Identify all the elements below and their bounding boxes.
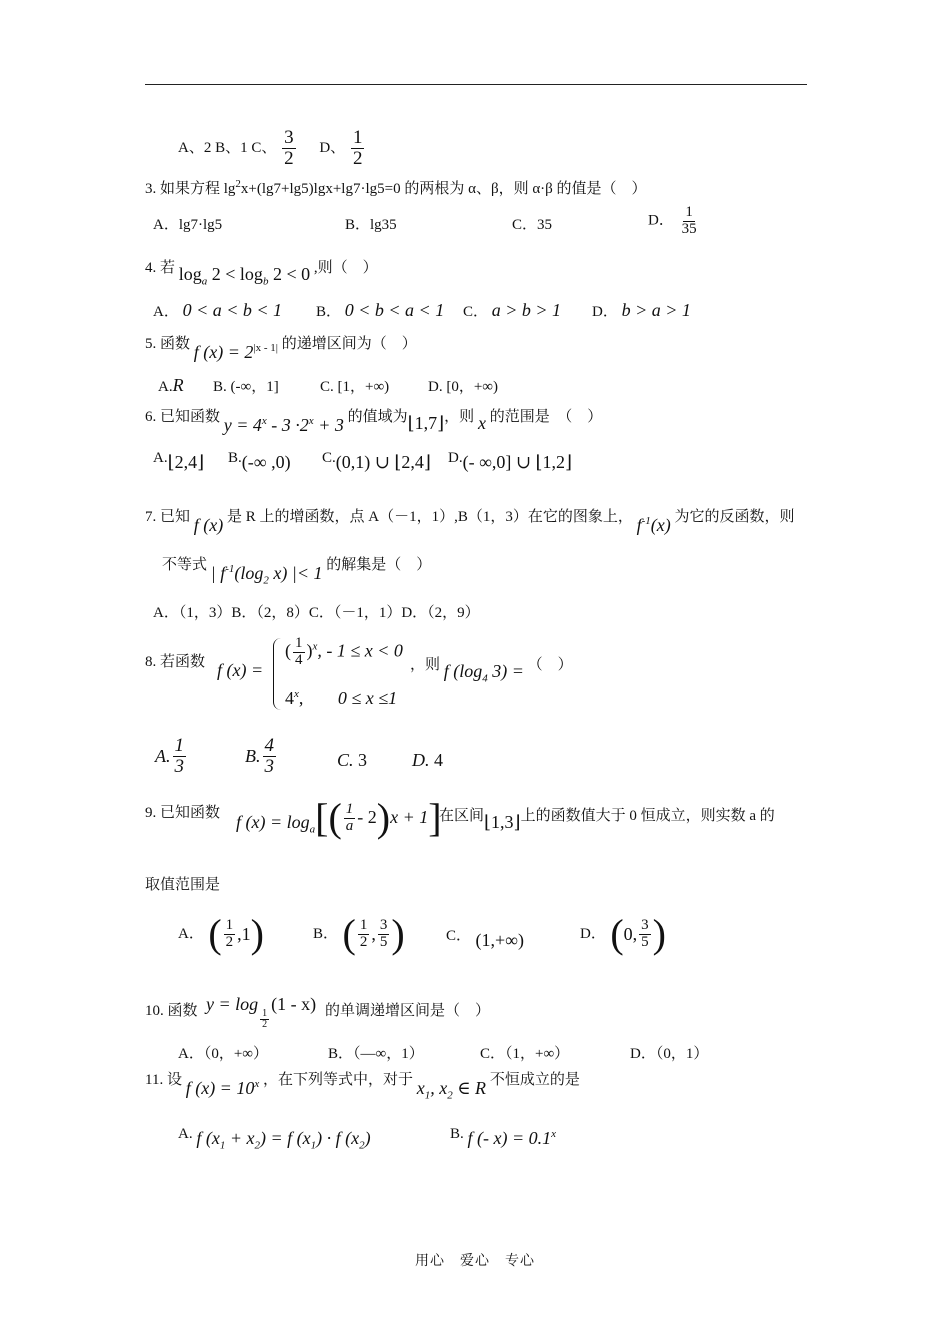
q7-ineq-sup: -1 (225, 563, 235, 575)
q5-option-b: B. (-∞，1] (213, 379, 279, 395)
q2-options (178, 128, 366, 169)
q4-c-label: C． (463, 304, 489, 320)
q8-fx: f (x) = (217, 660, 264, 680)
q9-d-label: D． (580, 926, 606, 942)
q6-expr-a: y = 4 (223, 415, 262, 435)
q11-vars (416, 1078, 487, 1102)
q5-option-c: C. [1，+∞) (320, 379, 390, 395)
q9-minus: - 2 (357, 807, 377, 828)
q9-b-lparen: ( (342, 911, 356, 956)
q11-option-b (450, 1128, 556, 1149)
q7-fx: f (x) (193, 515, 224, 535)
q8-case1 (285, 636, 403, 669)
q6-expression (224, 415, 344, 435)
q4-b-expr: 0 < b < a < 1 (344, 300, 445, 320)
q6-stem (145, 405, 603, 435)
q6-a-label: A. (153, 450, 168, 466)
q9-a-fraction (224, 918, 236, 951)
q11-a-s1: 1 (219, 1139, 226, 1152)
q9-fraction (344, 802, 356, 835)
q11-sub1: 1 (424, 1089, 431, 1102)
q11-a-s3: 1 (310, 1139, 317, 1152)
q8-brace (273, 638, 284, 710)
q11-b-expr-text: f (- x) = 0.1 (467, 1128, 552, 1148)
q5-expr: f (x) = 2 (193, 342, 254, 362)
q2-opts-text: A、2 B、1 C、 (178, 139, 277, 156)
q3-d-fraction (680, 205, 699, 238)
q7-finv-f: f (636, 515, 642, 535)
q7-stem-b: 是 R 上的增函数，点 A（－1，1）,B（1，3）在它的图象上， (227, 509, 633, 525)
q6-stem-a: 6. 已知函数 (145, 409, 221, 425)
q9-right-bracket: ] (428, 795, 442, 840)
q5-stem-b: 的递增区间为（ ） (281, 336, 417, 352)
q10-base-fraction (260, 1009, 269, 1031)
q11-exp: x (254, 1078, 260, 1090)
q5-option-d: D. [0，+∞) (428, 379, 498, 395)
q7-ineq-a: | f (210, 563, 226, 583)
q10-sub-den: 2 (262, 1019, 268, 1031)
q11-a-s2: 2 (254, 1139, 260, 1152)
q9-stem-rest: 在区间⌊1,3⌋上的函数值大于 0 恒成立，则实数 a 的 (439, 808, 775, 832)
q9-a-lparen: ( (208, 911, 222, 956)
q11-vars-a: x (416, 1078, 425, 1098)
q11-stem-c: 不恒成立的是 (489, 1072, 580, 1088)
q11-a-expr (196, 1128, 371, 1152)
q9-fx-text: f (x) = log (236, 811, 310, 832)
q4-b-label: B． (316, 304, 342, 320)
q6-d-expr-2: 1,2 (542, 452, 566, 472)
q4-log1: log (178, 264, 202, 284)
q9-left-paren: ( (328, 795, 342, 840)
q8-case2-c: 0 ≤ x ≤1 (337, 688, 398, 708)
q11-a-label: A. (178, 1126, 193, 1142)
q5-stem (145, 332, 417, 362)
q8-a-fraction (173, 736, 187, 777)
q7-stem-a: 7. 已知 (145, 509, 191, 525)
q10-stem-a: 10. 函数 (145, 1003, 198, 1019)
q4-a-label: A． (153, 304, 179, 320)
q7-line2-b: 的解集是（ ） (326, 557, 432, 573)
q5-option-a (158, 375, 184, 396)
q4-stem-b: ,则（ ） (313, 260, 378, 276)
q11-stem-a: 11. 设 (145, 1072, 182, 1088)
q8-option-d (412, 750, 443, 771)
q10-option-a: A．（0，+∞） (178, 1046, 268, 1062)
q9-d-lparen: ( (610, 911, 624, 956)
q10-sub-num: 1 (262, 1007, 268, 1019)
q2-d-fraction (351, 128, 365, 169)
q8-case2-b: , (298, 688, 304, 708)
q9-d-den: 5 (641, 933, 649, 950)
q8-case2-sup: x (294, 688, 299, 700)
q8-option-b (245, 736, 278, 777)
q7-finv-tail: (x) (650, 515, 671, 535)
q8-case2 (285, 688, 397, 710)
q8-ask-b: 3) = (487, 661, 524, 681)
q7-line2 (162, 553, 432, 587)
q5-a-label: A. (158, 379, 173, 395)
q11-a-expr-e: ) (364, 1128, 371, 1148)
q9-option-a (178, 911, 264, 956)
q5-exp: |x - 1| (253, 342, 278, 354)
q9-a-tail: ,1 (237, 923, 251, 944)
q4-option-d (592, 300, 691, 321)
q6-option-d: D.(- ∞,0] ∪ ⌊1,2⌋ (448, 450, 573, 472)
q2-c-den: 2 (284, 147, 294, 169)
q9-left-bracket: [ (315, 795, 329, 840)
q8-option-c (337, 750, 367, 771)
q2-c-num: 3 (284, 127, 294, 148)
q8-a-label: A. (155, 745, 171, 766)
q9-interval: 1,3 (491, 812, 514, 832)
q10-option-c: C．（1，+∞） (480, 1046, 570, 1062)
q2-d-den: 2 (352, 147, 363, 169)
q4-option-a (153, 300, 282, 321)
q6-stem-b: 的值域为 (347, 409, 408, 425)
q9-a-num: 1 (225, 916, 234, 933)
q9-option-d (580, 911, 666, 956)
q4-stem-a: 4. 若 (145, 260, 176, 276)
q8-b-num: 4 (264, 735, 274, 756)
q6-option-b (228, 452, 291, 473)
q11-a-expr-b: + x (225, 1128, 255, 1148)
q5-stem-a: 5. 函数 (145, 336, 191, 352)
q6-stem-c: ，则 (444, 409, 475, 425)
q6-option-c: C.(0,1) ∪ ⌊2,4⌋ (322, 450, 431, 472)
q5-a-expr: R (172, 375, 184, 395)
q9-d-num: 3 (641, 916, 649, 933)
q8-case1-fraction (293, 636, 305, 669)
q9-b-num1: 1 (359, 916, 368, 933)
q9-c-label: C． (446, 928, 472, 944)
q8-option-a (155, 736, 188, 777)
q11-b-sup: x (551, 1128, 557, 1140)
q6-b-expr: (-∞ ,0) (241, 452, 291, 472)
q4-mid: 2 < log (207, 264, 263, 284)
q8-case1-num: 1 (295, 635, 303, 651)
q4-option-b (316, 300, 444, 321)
q8-case1-a: ( (285, 640, 291, 661)
q7-ineq-sub: 2 (263, 574, 269, 587)
q8-ask (410, 653, 573, 685)
q4-d-label: D． (592, 304, 618, 320)
q9-b-label: B． (313, 926, 339, 942)
q8-a-den: 3 (174, 755, 184, 777)
q7-stem (145, 505, 795, 535)
q9-d-head: 0, (623, 923, 638, 944)
q6-c-expr-2: 2,4 (401, 452, 424, 472)
q8-stem-a: 8. 若函数 (145, 654, 206, 670)
q11-a-s4: 2 (359, 1139, 365, 1152)
q9-stem-a: 9. 已知函数 (145, 805, 221, 821)
q3-d-num: 1 (685, 204, 693, 220)
q7-ineq-b: (log (234, 563, 264, 583)
q4-option-c (463, 300, 561, 321)
q11-b-expr (468, 1128, 557, 1148)
q8-case1-b: ) (306, 640, 313, 661)
q7-stem-c: 为它的反函数，则 (674, 509, 795, 525)
q9-b-fraction-2 (378, 918, 390, 951)
q8-case1-c: , - 1 ≤ x < 0 (317, 640, 403, 661)
q11-stem-b: ，在下列等式中，对于 (262, 1072, 413, 1088)
q10-expr-b: (1 - x) (271, 994, 317, 1014)
q8-d-label: D. (412, 750, 430, 770)
q6-d-label: D. (448, 450, 463, 466)
q9-option-c (446, 924, 524, 950)
q9-fx (236, 812, 315, 837)
q3-option-c: C．35 (512, 217, 553, 233)
q6-option-a: A.⌊2,4⌋ (153, 450, 205, 472)
q2-d-num: 1 (352, 127, 363, 148)
q9-b-rparen: ) (391, 911, 405, 956)
q4-c-expr: a > b > 1 (491, 300, 562, 320)
q10-option-b: B．（—∞，1） (328, 1046, 424, 1062)
q9-b-den2: 5 (379, 933, 388, 950)
q11-expr (186, 1078, 260, 1098)
q7-finv-sup: -1 (641, 515, 651, 527)
q4-stem (145, 256, 378, 288)
q6-range-text: 1,7 (414, 413, 438, 433)
q11-option-a (178, 1128, 371, 1152)
q9-a-label: A． (178, 926, 204, 942)
q8-b-label: B. (245, 745, 261, 766)
q8-b-fraction (263, 736, 277, 777)
q9-c-expr: (1,+∞) (475, 930, 524, 950)
q7-line2-a: 不等式 (162, 557, 208, 573)
q6-expr-b: - 3 ·2 (266, 415, 309, 435)
header-rule (145, 84, 807, 85)
q2-c-fraction (282, 128, 296, 169)
q3-option-b: B．lg35 (345, 217, 397, 233)
q11-expr-a: f (x) = 10 (185, 1078, 255, 1098)
q11-a-expr-c: ) = f (x (259, 1128, 311, 1148)
q11-sub2: 2 (447, 1089, 453, 1102)
q7-finv (637, 515, 671, 535)
q8-case1-sup: x (312, 640, 318, 653)
q9-stem-b: 在区间 (439, 808, 485, 824)
q7-inequality (210, 563, 323, 587)
q2-d-label: D、 (319, 139, 346, 156)
q6-c-label: C. (322, 450, 336, 466)
q9-frac-num: 1 (345, 800, 354, 817)
q9-a-rparen: ) (250, 911, 264, 956)
q10-stem-b: 的单调递增区间是（ ） (325, 1003, 491, 1019)
q6-d-expr-1: (- ∞,0] ∪ (462, 452, 536, 472)
q9-b-den1: 2 (359, 933, 368, 950)
q4-d-expr: b > a > 1 (621, 300, 691, 320)
q10-expr-a: y = log (206, 994, 259, 1014)
q3-d-label: D． (648, 212, 674, 229)
q3-d-den: 35 (681, 220, 697, 237)
q8-c-label: C. (337, 750, 354, 770)
q3-option-d (648, 205, 701, 238)
q9-option-b: $^{B.}$ ( $\frac{1}{2}$ , $\frac{3}{5}$ ) (313, 911, 405, 956)
q8-a-num: 1 (174, 735, 184, 756)
q9-stem-c: 上的函数值大于 0 恒成立，则实数 a 的 (520, 808, 775, 824)
q3-stem-b: x+(lg7+lg5)lgx+lg7·lg5=0 的两根为 α、β，则 α·β 的值是（ ） (240, 181, 647, 197)
q6-var: x (477, 413, 486, 433)
q11-vars-c: ∈ R (452, 1078, 487, 1098)
q9-line2: 取值范围是 (145, 877, 221, 893)
q6-b-label: B. (228, 450, 242, 466)
q3-stem (145, 178, 647, 198)
q4-base-a: a (201, 275, 208, 288)
q5-expression (194, 342, 278, 362)
q8-d-val: 4 (434, 750, 443, 770)
q10-option-d: D．（0，1） (630, 1046, 709, 1062)
q10-expression (206, 994, 317, 1031)
page-footer: 用心 爱心 专心 (415, 1254, 535, 1269)
q8-ask-expr (443, 661, 524, 685)
q4-a-expr: 0 < a < b < 1 (182, 300, 283, 320)
q4-base-b: b (262, 275, 269, 288)
q6-c-expr-1: (0,1) ∪ (335, 452, 395, 472)
q9-b-num2: 3 (379, 916, 388, 933)
q11-stem (145, 1068, 580, 1102)
q8-case1-den: 4 (295, 651, 303, 668)
q3-option-a: A．lg7·lg5 (153, 217, 223, 233)
q9-expression (236, 795, 442, 840)
q7-ineq-c: x) |< 1 (268, 563, 323, 583)
q6-a-expr: 2,4 (174, 452, 198, 472)
q6-exp1: x (261, 415, 267, 427)
q3-stem-sup: 2 (235, 178, 241, 190)
q11-b-label: B. (450, 1126, 464, 1142)
q9-tail: x + 1 (390, 807, 429, 828)
q9-a-den: 2 (225, 933, 234, 950)
q9-d-rparen: ) (652, 911, 666, 956)
q8-c-val: 3 (358, 750, 368, 770)
q8-ask-a: f (log (443, 661, 483, 681)
q9-base: a (309, 823, 316, 836)
q8-b-den: 3 (264, 755, 274, 777)
q9-frac-den: a (345, 817, 354, 834)
q8-ask-sub: 4 (482, 672, 488, 685)
q6-expr-c: + 3 (313, 415, 344, 435)
q8-stem-c: （ ） (527, 657, 573, 673)
q6-exp2: x (308, 415, 314, 427)
q8-case2-a: 4 (285, 688, 294, 708)
q6-stem-d: 的范围是 （ ） (489, 409, 603, 425)
q3-stem-a: 3. 如果方程 lg (145, 181, 236, 197)
q9-b-fraction-1 (358, 918, 370, 951)
q6-range: ⌊1,7⌋ (407, 413, 445, 433)
q11-vars-b: , x (430, 1078, 448, 1098)
q7-options: A．（1，3）B．（2，8）C．（－1，1）D．（2，9） (153, 605, 480, 621)
q11-a-expr-d: ) · f (x (316, 1128, 360, 1148)
q11-a-expr-a: f (x (196, 1128, 220, 1148)
q9-d-fraction (639, 918, 651, 951)
q4-expression (178, 264, 311, 288)
q9-right-paren: ) (376, 795, 391, 840)
q8-stem-b: ，则 (410, 657, 441, 673)
q4-tail: 2 < 0 (268, 264, 311, 284)
